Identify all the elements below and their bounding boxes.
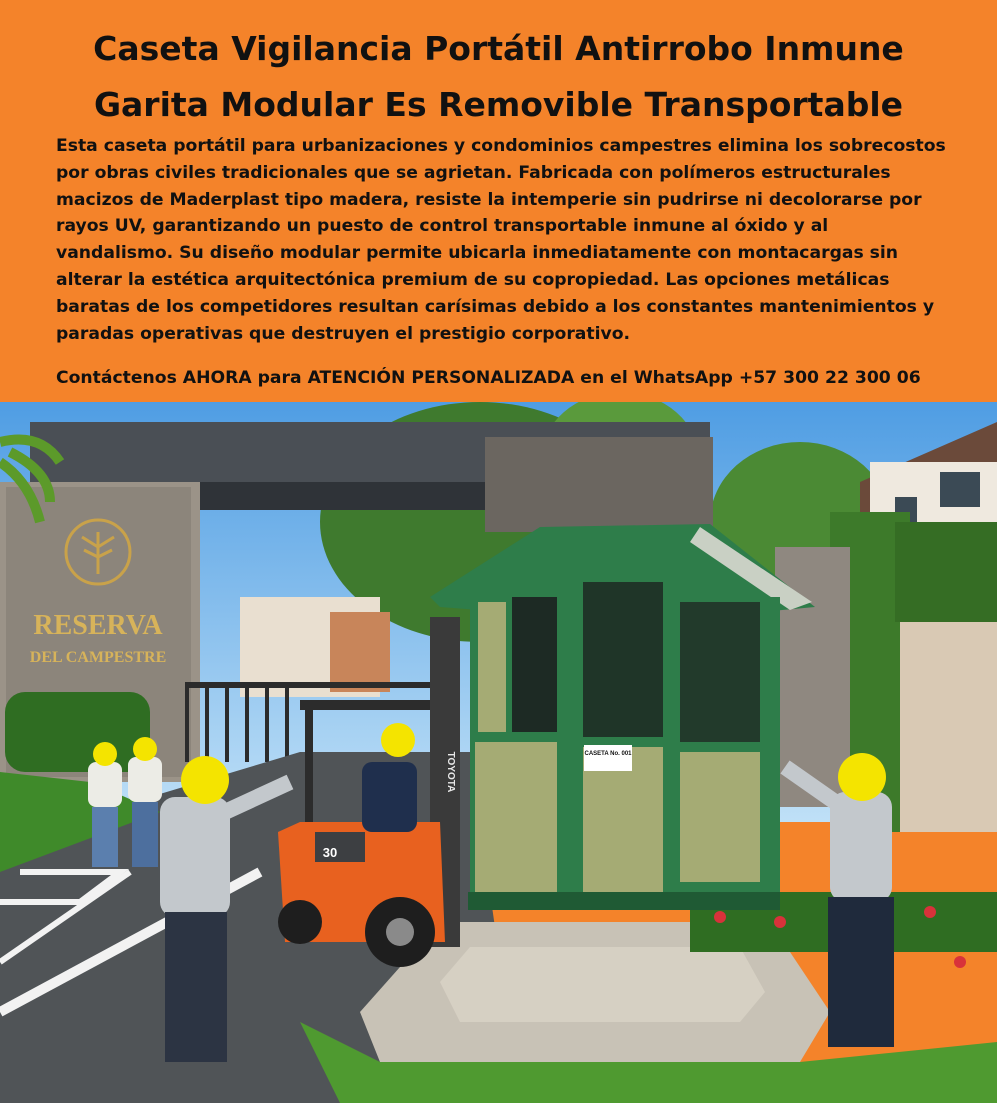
booth-label: CASETA No. 001 xyxy=(584,751,632,757)
booth-wood-panel xyxy=(475,742,557,892)
description-line: rayos UV, garantizando un puesto de control transportable inmune al óxido y al xyxy=(56,216,829,237)
description-paragraph xyxy=(56,133,961,347)
header-banner xyxy=(0,0,997,402)
hedge xyxy=(895,522,997,622)
sign-line-1: RESERVA xyxy=(33,610,163,641)
blurred-face xyxy=(93,742,117,766)
description-line: por obras civiles tradicionales que se agrietan. Fabricada con polímeros estructurales xyxy=(56,162,891,183)
booth-label-plate xyxy=(584,745,632,771)
forklift-number: 30 xyxy=(322,845,338,860)
description-line: Esta caseta portátil para urbanizaciones y condominios campestres elimina los sobrecostos xyxy=(56,136,946,156)
forklift-hub xyxy=(386,918,414,946)
flower xyxy=(954,956,966,968)
booth-window xyxy=(583,582,663,737)
blurred-face xyxy=(838,753,886,801)
blurred-face xyxy=(381,723,415,757)
concrete-base xyxy=(440,947,765,1022)
product-photo xyxy=(0,402,997,1103)
flower xyxy=(924,906,936,918)
forklift-roof xyxy=(300,700,440,710)
description-line: alterar la estética arquitectónica premium de su copropiedad. Las opciones metálicas xyxy=(56,269,890,290)
description-line: paradas operativas que destruyen el prestigio corporativo. xyxy=(56,323,631,344)
booth-base xyxy=(468,892,780,910)
blurred-face xyxy=(181,756,229,804)
photo-illustration xyxy=(0,402,997,1103)
contact-line: Contáctenos AHORA para ATENCIÓN PERSONALIZADA en el WhatsApp +57 300 22 300 06 xyxy=(56,368,921,388)
page-title-line-2: Garita Modular Es Removible Transportable xyxy=(93,85,904,124)
flower xyxy=(774,916,786,928)
description-line: vandalismo. Su diseño modular permite ubicarla inmediatamente con montacargas sin xyxy=(56,243,899,264)
hedge xyxy=(5,692,150,772)
description-line: baratas de los competidores resultan carísimas debido a los constantes mantenimientos y xyxy=(56,296,935,317)
forklift-wheel xyxy=(278,900,322,944)
forklift-post xyxy=(305,702,313,832)
house-window xyxy=(940,472,980,507)
background-building xyxy=(330,612,390,692)
booth-window xyxy=(512,597,557,732)
wall xyxy=(900,622,997,832)
portable-booth xyxy=(430,524,815,910)
booth-wood-panel xyxy=(478,602,506,732)
forklift-operator xyxy=(362,762,417,832)
booth-wood-panel xyxy=(680,752,760,882)
sign-line-2: DEL CAMPESTRE xyxy=(29,649,167,666)
flower xyxy=(714,911,726,923)
description-line: macizos de Maderplast tipo madera, resiste la intemperie sin pudrirse ni decolorarse por xyxy=(56,189,922,210)
booth-window xyxy=(680,602,760,742)
forklift-brand: TOYOTA xyxy=(445,751,456,793)
blurred-face xyxy=(133,737,157,761)
gate-cladding xyxy=(485,437,713,532)
page-title-line-1: Caseta Vigilancia Portátil Antirrobo Inmune xyxy=(93,29,904,68)
